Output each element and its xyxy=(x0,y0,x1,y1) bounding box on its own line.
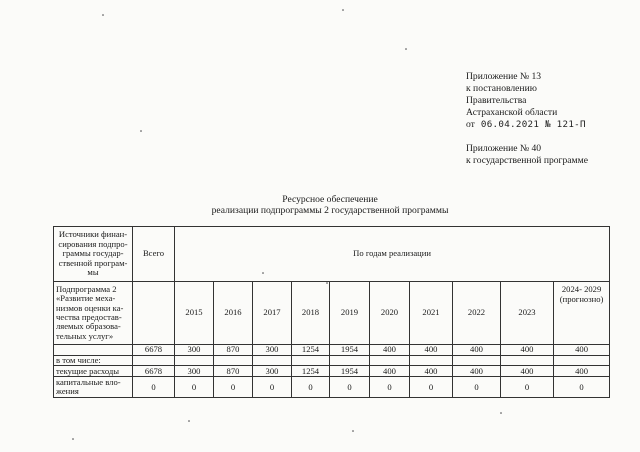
year-cell: 2019 xyxy=(330,282,370,345)
value-cell xyxy=(501,356,554,366)
value-cell: 0 xyxy=(370,377,410,398)
year-cell: 2017 xyxy=(253,282,292,345)
year-cell: 2015 xyxy=(175,282,214,345)
table-header-row xyxy=(54,227,610,282)
value-cell: 400 xyxy=(410,345,453,356)
value-cell xyxy=(214,356,253,366)
appendix-13-region: Астраханской области xyxy=(466,107,558,118)
year-cell-forecast: 2024- 2029 (прогнозно) xyxy=(554,282,610,345)
title-line-2: реализации подпрограммы 2 государственной программы xyxy=(211,205,449,216)
year-cell: 2018 xyxy=(292,282,330,345)
date-prefix: от xyxy=(466,119,475,130)
scan-speck xyxy=(72,438,74,440)
value-cell: 300 xyxy=(253,345,292,356)
appendix-40-program: к государственной программе xyxy=(466,155,588,166)
value-cell xyxy=(453,356,501,366)
row-total xyxy=(133,356,175,366)
value-cell: 400 xyxy=(501,366,554,377)
row-total: 0 xyxy=(133,377,175,398)
value-cell: 300 xyxy=(253,366,292,377)
table-row xyxy=(54,356,610,366)
subprogram-row xyxy=(54,282,610,345)
value-cell xyxy=(330,356,370,366)
scan-speck xyxy=(188,420,190,422)
value-cell xyxy=(253,356,292,366)
subprogram-label: Подпрограмма 2 «Развитие меха-низмов оценки ка-чества предостав-ляемых образова-тельных услуг» xyxy=(54,282,133,345)
year-cell: 2021 xyxy=(410,282,453,345)
value-cell xyxy=(292,356,330,366)
scan-speck xyxy=(405,48,407,50)
row-label: текущие расходы xyxy=(54,366,133,377)
value-cell: 870 xyxy=(214,366,253,377)
value-cell: 400 xyxy=(370,345,410,356)
value-cell: 400 xyxy=(501,345,554,356)
header-years: По годам реализации xyxy=(175,227,610,282)
scan-speck xyxy=(352,430,354,432)
value-cell: 0 xyxy=(214,377,253,398)
appendix-13-government: Правительства xyxy=(466,95,527,106)
value-cell: 300 xyxy=(175,345,214,356)
row-total: 6678 xyxy=(133,366,175,377)
value-cell: 1954 xyxy=(330,345,370,356)
value-cell: 0 xyxy=(554,377,610,398)
year-cell: 2020 xyxy=(370,282,410,345)
value-cell xyxy=(370,356,410,366)
row-total: 6678 xyxy=(133,345,175,356)
scan-speck xyxy=(140,130,142,132)
year-cell: 2022 xyxy=(453,282,501,345)
appendix-13-block xyxy=(466,71,586,131)
table-row xyxy=(54,377,610,398)
value-cell: 0 xyxy=(453,377,501,398)
scan-speck xyxy=(262,272,264,274)
value-cell: 1254 xyxy=(292,345,330,356)
value-cell: 0 xyxy=(292,377,330,398)
value-cell: 400 xyxy=(370,366,410,377)
resource-table xyxy=(53,226,610,398)
document-title xyxy=(120,194,540,216)
value-cell: 1954 xyxy=(330,366,370,377)
value-cell: 0 xyxy=(501,377,554,398)
value-cell: 0 xyxy=(253,377,292,398)
value-cell: 400 xyxy=(453,345,501,356)
title-line-1: Ресурсное обеспечение xyxy=(282,194,378,205)
scan-speck xyxy=(342,9,344,11)
value-cell xyxy=(175,356,214,366)
header-total: Всего xyxy=(133,227,175,282)
table-row xyxy=(54,345,610,356)
value-cell: 400 xyxy=(554,366,610,377)
value-cell: 0 xyxy=(175,377,214,398)
scan-speck xyxy=(326,282,328,284)
value-cell xyxy=(410,356,453,366)
value-cell: 0 xyxy=(410,377,453,398)
table-row xyxy=(54,366,610,377)
value-cell: 0 xyxy=(330,377,370,398)
value-cell xyxy=(554,356,610,366)
year-cell: 2016 xyxy=(214,282,253,345)
header-source: Источники финан-сирования подпро-граммы государ-ственной програм-мы xyxy=(54,227,133,282)
row-label: капитальные вло-жения xyxy=(54,377,133,398)
appendix-40-block xyxy=(466,143,588,167)
appendix-13-resolution: к постановлению xyxy=(466,83,537,94)
appendix-13-date-line xyxy=(466,119,586,131)
scan-speck xyxy=(500,412,502,414)
appendix-13-title: Приложение № 13 xyxy=(466,71,542,82)
handwritten-date-number: 06.04.2021 № 121-П xyxy=(480,119,586,130)
subprogram-total-empty xyxy=(133,282,175,345)
value-cell: 870 xyxy=(214,345,253,356)
value-cell: 400 xyxy=(410,366,453,377)
value-cell: 400 xyxy=(554,345,610,356)
appendix-40-title: Приложение № 40 xyxy=(466,143,542,154)
row-label: в том числе: xyxy=(54,356,133,366)
scan-speck xyxy=(102,14,104,16)
row-label xyxy=(54,345,133,356)
value-cell: 400 xyxy=(453,366,501,377)
year-cell: 2023 xyxy=(501,282,554,345)
value-cell: 1254 xyxy=(292,366,330,377)
value-cell: 300 xyxy=(175,366,214,377)
